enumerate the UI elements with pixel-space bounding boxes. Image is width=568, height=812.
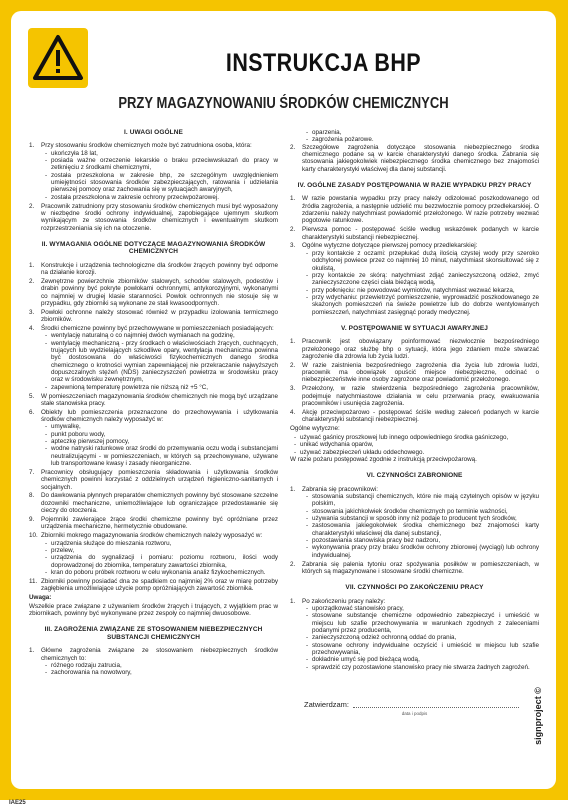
list-item: 11. Zbiorniki powinny posiadać dna ze spadkiem co najmniej 2% oraz w miarę potrzeby zagłębienia umożliwiające użycie pomp opróżniających zawartość zbiornika.: [29, 577, 278, 593]
list-item: 1. Konstrukcje i urządzenia technologiczne dla środków żrących powinny być odporne na działanie korozji.: [29, 261, 278, 276]
right-column: [290, 129, 539, 789]
section-title: V. POSTĘPOWANIE W SYTUACJI AWARYJNEJ: [341, 324, 488, 332]
sub-item: - wykonywania pracy przy braku środków ochrony zbiorowej (wyciągi) lub ochrony indywidualnej.: [302, 544, 539, 559]
section-title: III. ZAGROŻENIA ZWIĄZANE ZE STOSOWANIEM NIEBEZPIECZNYCH SUBSTANCJI CHEMICZNYCH: [44, 626, 263, 641]
list-item: 1. Główne zagrożenia związane ze stosowaniem niebezpiecznych środków chemicznych to: - różnego rodzaju zatrucia, - zachorowania na nowotwory,: [29, 647, 278, 676]
signature-note: data i podpis: [401, 711, 428, 717]
sub-item: - ukończyła 18 lat,: [41, 150, 278, 157]
list-item: 8. Do dawkowania płynnych preparatów chemicznych powinny być stosowane szczelne dozowniki mechaniczne, uniemożliwiające lub ograniczające przedostawanie się cieczy do otoczenia.: [29, 492, 278, 515]
section-title: IV. OGÓLNE ZASADY POSTĘPOWANIA W RAZIE WYPADKU PRZY PRACY: [297, 182, 532, 190]
sub-item: - stosowane substancje chemiczne odpowiednio zabezpieczyć i umieścić w miejscu lub szafie przechowywania w warunkach zgodnych z zaleceniami podanymi przez producenta,: [302, 612, 539, 634]
section-title: VI. CZYNNOŚCI ZABRONIONE: [366, 472, 463, 480]
list-item: 10. Zbiorniki mokrego magazynowania środków chemicznych należy wyposażyć w: - urządzenia służące do mieszania roztworu, - przelew, - urządzenia do sygnalizacji i pomiaru: poziomu roztworu, ilości wody doprowadzonej do zbiornika, temperatury zawartości zbiornika, - kran do poboru próbek roztworu w celu wykonania analiz fizykochemicznych.: [29, 532, 278, 576]
sub-item: - została przeszkolona w zakresie ochrony przeciwpożarowej.: [41, 194, 278, 201]
sub-item: - posiada ważne orzeczenie lekarskie o braku przeciwwskazań do pracy w zetknięciu z środkami chemicznymi,: [41, 157, 278, 172]
list-item: 1. Zabrania się pracownikowi: - stosowania substancji chemicznych, które nie mają czytelnych opisów w języku polskim, - stosowania jakichkolwiek środków chemicznych po terminie ważności, - używania substancji w sposób inny niż podaje to producent tych środków, - zastosowania jakiegokolwiek środka chemicznego bez znajomości karty charakterystyki właściwej dla danej substancji, - pozostawiania stanowiska pracy bez nadzoru, - wykonywania pracy przy braku środków ochrony zbiorowej (wyciągi) lub ochrony indywidualnej.: [290, 486, 539, 559]
list-item: 6. Obiekty lub pomieszczenia przeznaczone do przechowywania i użytkowania środków chemicznych należy wyposażyć w: - umywalkę, - punkt poboru wody, - apteczkę pierwszej pomocy, - wodne natryski ratunkowe oraz środki do przemywania oczu wodą i substancjami neutralizującymi - w pomieszczeniach, w których są przechowywane, używane lub transportowane kwasy i zasady nieorganiczne.: [29, 409, 278, 468]
sub-item: - przy wdychaniu: przewietrzyć pomieszczenie, wyprowadzić poszkodowanego ze skażonych pomieszczeń na świeże powietrze lub do dobrze wentylowanych pomieszczeń, natychmiast zasięgnąć porady medycznej.: [302, 294, 539, 316]
list-item: 5. W pomieszczeniach magazynowania środków chemicznych nie mogą być urządzane stałe stanowiska pracy.: [29, 392, 278, 407]
list-item: 1. Po zakończeniu pracy należy: - uporządkować stanowisko pracy, - stosowane substancje chemiczne odpowiednio zabezpieczyć i umieścić w miejscu lub szafie przechowywania w warunkach zgodnych z zaleceniami podanymi przez producenta, - zanieczyszczoną odzież ochronną oddać do prania, - stosowane ochrony indywidualne oczyścić i umieścić w miejscu lub szafie przechowywania, - dokładnie umyć się pod bieżącą wodą, - sprawdzić czy pozostawione stanowisko pracy nie stwarza żadnych zagrożeń.: [290, 598, 539, 671]
list-item: 2. Zewnętrzne powierzchnie zbiorników stalowych, schodów stalowych, podestów i drabin powinny być pokryte powłokami ochronnymi, antykorozyjnymi, wykonanymi co najmniej w drugiej klasie staranności. Powłok ochronnych nie stosuje się w przypadku, gdy zbiorniki są wykonane ze stali kwasoodpornych.: [29, 277, 278, 307]
sub-item: - stosowania substancji chemicznych, które nie mają czytelnych opisów w języku polskim,: [302, 493, 539, 508]
sub-item: - oparzenia,: [302, 129, 539, 136]
list-item: 1. Przy stosowaniu środków chemicznych może być zatrudniona osoba, która: - ukończyła 18 lat, - posiada ważne orzeczenie lekarskie o braku przeciwwskazań do pracy w zetknięciu z środkami chemicznymi, - została przeszkolona w zakresie bhp, ze szczególnym uwzględnieniem umiejętności stosowania środków zabezpieczających, ratowania i udzielania pierwszej pomocy oraz zachowania się w sytuacjach awaryjnych, - została przeszkolona w zakresie ochrony przeciwpożarowej.: [29, 142, 278, 201]
signature-line: [353, 701, 519, 708]
warning-box: [28, 28, 88, 88]
approval-row: [290, 701, 539, 708]
sub-item: - wodne natryski ratunkowe oraz środki do przemywania oczu wodą i substancjami neutralizującymi - w pomieszczeniach, w których są przechowywane, używane lub transportowane kwasy i zasady nieorganiczne.: [41, 445, 278, 467]
list-item: 4. Środki chemiczne powinny być przechowywane w pomieszczeniach posiadających: - wentylację naturalną o co najmniej dwóch wymianach na godzinę, - wentylację mechaniczną - przy środkach o właściwościach żrących, cuchnących, trujących lub wydzielających szkodliwe opary, wentylacja mechaniczna powinna być dostosowana do właściwości fizykochemicznych danego środka chemicznego o krotności wymian zapewniającej nie przekraczanie najwyższych dopuszczalnych stężeń (NDS) zanieczyszczeń powietrza w środowisku pracy oraz w środowisku zewnętrznym, - zapewnioną temperaturę powietrza nie niższą niż +5 °C,: [29, 325, 278, 391]
sub-item: - uporządkować stanowisko pracy,: [302, 605, 539, 612]
sub-item: - punkt poboru wody,: [41, 431, 278, 438]
sub-item: - unikać wdychania oparów,: [290, 441, 539, 448]
sub-item: - używać gaśnicy proszkowej lub innego odpowiedniego środka gaśniczego,: [290, 434, 539, 441]
section-title: II. WYMAGANIA OGÓLNE DOTYCZĄCE MAGAZYNOWANIA ŚRODKÓW CHEMICZNYCH: [41, 240, 266, 256]
sub-item: - stosowane ochrony indywidualne oczyścić i umieścić w miejscu lub szafie przechowywania,: [302, 642, 539, 657]
guidelines-label: Ogólne wytyczne:: [290, 425, 340, 433]
section-title: VII. CZYNNOŚCI PO ZAKOŃCZENIU PRACY: [345, 584, 484, 592]
list-item: 2. W razie zaistnienia bezpośredniego zagrożenia dla życia lub zdrowia ludzi, pracownik ma obowiązek opuścić miejsce niebezpieczne, odcinać o niebezpieczeństwie inne osoby zagrożone oraz powiadomić przełożonego.: [290, 361, 539, 384]
instruction-content: [29, 129, 539, 789]
product-code: IAE25: [9, 800, 26, 806]
list-item: 3. Przełożony, w razie stwierdzenia bezpośredniego zagrożenia pracowników, podejmuje natychmiastowe działania w celu przerwania pracy, ewakuowania pracowników i usunięcia zagrożenia.: [290, 385, 539, 407]
list-item: 3. Powłoki ochronne należy stosować również w przypadku izolowania termicznego zbiorników.: [29, 308, 278, 324]
sub-item: - przy kontakcie z oczami: przepłukać dużą ilością czystej wody przy szeroko odchylonej powiece przez co najmniej 10 minut, natychmiast skonsultować się z okulistą,: [302, 250, 539, 272]
sub-item: - przy połknięciu: nie powodować wymiotów, natychmiast wezwać lekarza,: [302, 287, 539, 294]
sub-item: - kran do poboru próbek roztworu w celu wykonania analiz fizykochemicznych.: [41, 569, 278, 576]
sub-item: - używać zabezpieczeń układu oddechowego.: [290, 449, 539, 456]
sub-item: - została przeszkolona w zakresie bhp, ze szczególnym uwzględnieniem umiejętności stosowania środków zabezpieczających, ratowania i udzielania pierwszej pomocy oraz zachowania się w sytuacjach awaryjnych,: [41, 172, 278, 194]
brand-mark: signproject ©: [533, 687, 543, 745]
list-item: 1. W razie powstania wypadku przy pracy należy odizolować poszkodowanego od źródła zagrożenia, a następnie udzielić mu bezzwłocznie pomocy przedlekarskiej. O zdarzeniu należy natychmiast powiadomić przełożonego. W razie potrzeby wezwać pogotowie ratunkowe.: [290, 195, 539, 225]
list-item: 3. Ogólne wytyczne dotyczące pierwszej pomocy przedlekarskiej: - przy kontakcie z oczami: przepłukać dużą ilością czystej wody przy szeroko odchylonej powiece przez co najmniej 10 minut, natychmiast skonsultować się z okulistą, - przy kontakcie ze skórą: natychmiast zdjąć zanieczyszczoną odzież, zmyć zanieczyszczone części ciała bieżącą wodą, - przy połknięciu: nie powodować wymiotów, natychmiast wezwać lekarza, - przy wdychaniu: przewietrzyć pomieszczenie, wyprowadzić poszkodowanego ze skażonych pomieszczeń na świeże powietrze lub do dobrze wentylowanych pomieszczeń, natychmiast zasięgnąć porady medycznej.: [290, 242, 539, 315]
sub-item: - dokładnie umyć się pod bieżącą wodą,: [302, 656, 539, 663]
sub-item: - umywalkę,: [41, 423, 278, 430]
left-column: [29, 129, 278, 789]
sub-item: - sprawdzić czy pozostawione stanowisko pracy nie stwarza żadnych zagrożeń.: [302, 664, 539, 671]
note-text: Wszelkie prace związane z używaniem środków żrących i trujących, z wyjątkiem prac w zbiornikach, powinny być wykonywane przez zespoły co najmniej dwuosobowe.: [29, 602, 278, 618]
list-item: 2. Pierwsza pomoc - postępować ściśle według wskazówek podanych w karcie charakterystyki substancji niebezpiecznej.: [290, 226, 539, 241]
sub-item: - zachorowania na nowotwory,: [41, 669, 278, 676]
list-item: 9. Pojemniki zawierające żrące środki chemiczne powinny być opróżniane przez urządzenia mechaniczne, hermetycznie obudowane.: [29, 516, 278, 531]
list-item: 2. Zabrania się palenia tytoniu oraz spożywania posiłków w pomieszczeniach, w których są magazynowane i stosowane środki chemiczne.: [290, 560, 539, 575]
sub-item: - różnego rodzaju zatrucia,: [41, 662, 278, 669]
list-item: 4. Akcję przeciwpożarowo - postępować ściśle według zaleceń podanych w karcie charakterystyki substancji niebezpiecznej.: [290, 408, 539, 424]
sub-item: - wentylację naturalną o co najmniej dwóch wymianach na godzinę,: [41, 332, 278, 339]
list-item: 1. Pracownik jest obowiązany poinformować niezwłocznie bezpośredniego przełożonego oraz służbę bhp o sytuacji, która jego zdaniem może stwarzać zagrożenie dla zdrowia lub życia ludzi.: [290, 338, 539, 360]
fire-note: W razie pożaru postępować zgodnie z instrukcją przeciwpożarową.: [290, 455, 477, 463]
page-subtitle: PRZY MAGAZYNOWANIU ŚRODKÓW CHEMICZNYCH: [118, 95, 449, 112]
sub-item: - używania substancji w sposób inny niż podaje to producent tych środków,: [302, 515, 539, 522]
warning-triangle-icon: [28, 28, 88, 88]
sub-item: - zastosowania jakiegokolwiek środka chemicznego bez znajomości karty charakterystyki właściwej dla danej substancji,: [302, 522, 539, 537]
sub-item: - pozostawiania stanowiska pracy bez nadzoru,: [302, 537, 539, 544]
note-label: Uwaga:: [29, 593, 52, 601]
sub-item: - zanieczyszczoną odzież ochronną oddać do prania,: [302, 634, 539, 641]
sub-item: - wentylację mechaniczną - przy środkach o właściwościach żrących, cuchnących, trujących lub wydzielających szkodliwe opary, wentylacja mechaniczna powinna być dostosowana do właściwości fizykochemicznych danego środka chemicznego o krotności wymian zapewniającej nie przekraczanie najwyższych dopuszczalnych stężeń (NDS) zanieczyszczeń powietrza w środowisku pracy oraz w środowisku zewnętrznym,: [41, 340, 278, 384]
sub-item: - zagrożenia pożarowe.: [302, 136, 539, 143]
sub-item: - apteczkę pierwszej pomocy,: [41, 438, 278, 445]
list-item: 2. Pracownik zatrudniony przy stosowaniu środków chemicznych musi być wyposażony w niezbędne środki ochrony indywidualnej, zapobiegające ujemnym skutkom wynikającym ze stosowania środków chemicznych i ewentualnym skutkom rozprzestrzeniania się ich na otoczenie.: [29, 202, 278, 232]
sub-item: - urządzenia służące do mieszania roztworu,: [41, 540, 278, 547]
page-title: INSTRUKCJA BHP: [225, 49, 422, 77]
section-title: I. UWAGI OGÓLNE: [124, 129, 183, 136]
list-item: 7. Pracownicy obsługujący pomieszczenia składowania i użytkowania środków chemicznych powinni korzystać z oddzielnych urządzeń higieniczno-sanitarnych i socjalnych.: [29, 468, 278, 491]
sub-item: - zapewnioną temperaturę powietrza nie niższą niż +5 °C,: [41, 384, 278, 391]
sub-item: - przy kontakcie ze skórą: natychmiast zdjąć zanieczyszczoną odzież, zmyć zanieczyszczone części ciała bieżącą wodą,: [302, 272, 539, 287]
instruction-panel: [11, 11, 556, 789]
list-item: 2. Szczegółowe zagrożenia dotyczące stosowania niebezpiecznego środka chemicznego podane są w karcie charakterystyki danego środka. Zabrania się stosowania jakiegokolwiek niebezpiecznego środka chemicznego bez znajomości karty charakterystyki właściwej dla danej substancji.: [290, 143, 539, 173]
sub-item: - stosowania jakichkolwiek środków chemicznych po terminie ważności,: [302, 508, 539, 515]
approval-label: Zatwierdzam:: [304, 700, 350, 709]
sub-item: - przelew,: [41, 547, 278, 554]
sub-item: - urządzenia do sygnalizacji i pomiaru: poziomu roztworu, ilości wody doprowadzonej do zbiornika, temperatury zawartości zbiornika,: [41, 554, 278, 569]
